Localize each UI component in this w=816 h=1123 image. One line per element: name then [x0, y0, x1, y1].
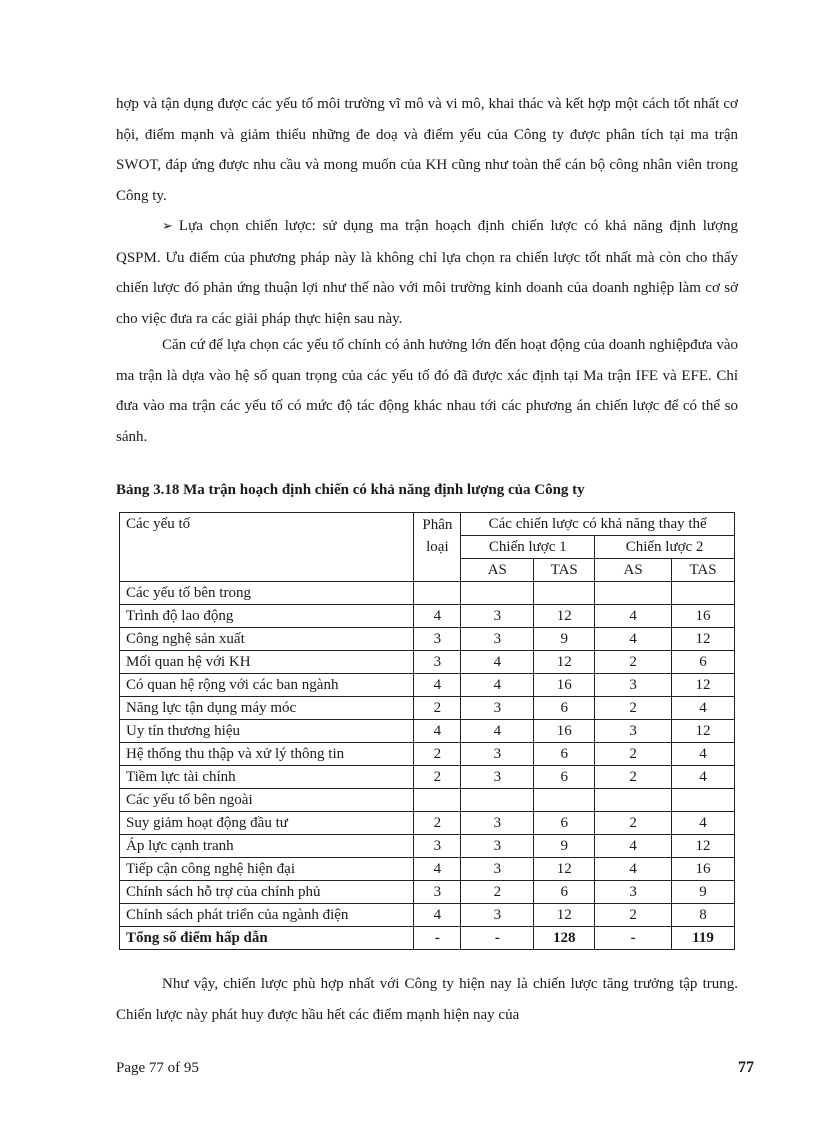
- table-row: [120, 766, 735, 789]
- tas2-value: 16: [672, 605, 735, 628]
- factor-name: Tổng số điểm hấp dẫn: [120, 927, 414, 950]
- as1-value: 3: [461, 904, 534, 927]
- header-factors: Các yếu tố: [120, 513, 414, 582]
- factor-name: Uy tín thương hiệu: [120, 720, 414, 743]
- as1-value: 4: [461, 651, 534, 674]
- as2-value: 2: [595, 651, 672, 674]
- footer-page-number: 77: [738, 1059, 754, 1076]
- tas2-value: 4: [672, 743, 735, 766]
- as2-value: 3: [595, 720, 672, 743]
- as1-value: 3: [461, 858, 534, 881]
- as2-value: 4: [595, 605, 672, 628]
- as2-value: 2: [595, 812, 672, 835]
- as1-value: 2: [461, 881, 534, 904]
- section-row-external: [120, 789, 735, 812]
- tas1-value: 9: [534, 835, 595, 858]
- classification-value: 2: [414, 766, 461, 789]
- classification-value: 2: [414, 812, 461, 835]
- paragraph-strategy-selection-text: Lựa chọn chiến lược: sử dụng ma trận hoạch định chiến lược có khả năng định lượng QSPM. Ưu điểm của phương pháp này là không chỉ lựa chọn ra chiến lược tốt nhất mà còn cho thấy chiến lược đó phản ứng thuận lợi như thế nào với môi trường kinh doanh của doanh nghiệp làm cơ sở cho việc đưa ra các giải pháp thực hiện sau này.: [116, 218, 738, 327]
- table-row: [120, 835, 735, 858]
- classification-value: 2: [414, 743, 461, 766]
- as1-value: 3: [461, 812, 534, 835]
- tas2-value: 4: [672, 766, 735, 789]
- classification-value: 3: [414, 628, 461, 651]
- table-header-row: [120, 513, 735, 536]
- factor-name: Chính sách phát triển của ngành điện: [120, 904, 414, 927]
- as2-value: 4: [595, 835, 672, 858]
- tas2-value: 16: [672, 858, 735, 881]
- section-label: Các yếu tố bên trong: [120, 582, 414, 605]
- as2-value: 3: [595, 674, 672, 697]
- tas1-value: 16: [534, 720, 595, 743]
- tas1-value: 6: [534, 766, 595, 789]
- tas2-value: 8: [672, 904, 735, 927]
- factor-name: Chính sách hỗ trợ của chính phủ: [120, 881, 414, 904]
- as2-value: 3: [595, 881, 672, 904]
- as2-value: 2: [595, 766, 672, 789]
- section-label: Các yếu tố bên ngoài: [120, 789, 414, 812]
- paragraph-swot-intro: hợp và tận dụng được các yếu tố môi trường vĩ mô và vi mô, khai thác và kết hợp một cách tốt nhất cơ hội, điểm mạnh và giảm thiểu những đe doạ và điểm yếu của Công ty được phân tích tại ma trận SWOT, đáp ứng được nhu cầu và mong muốn của KH cũng như toàn thể cán bộ công nhân viên trong Công ty.: [116, 96, 738, 204]
- factor-name: Trình độ lao động: [120, 605, 414, 628]
- classification-value: 4: [414, 720, 461, 743]
- factor-name: Hệ thống thu thập và xử lý thông tin: [120, 743, 414, 766]
- header-strategy-1: Chiến lược 1: [461, 536, 595, 559]
- header-as-1: AS: [461, 559, 534, 582]
- header-strategies: Các chiến lược có khả năng thay thế: [461, 513, 735, 536]
- tas2-value: 4: [672, 812, 735, 835]
- as1-value: 3: [461, 605, 534, 628]
- classification-value: -: [414, 927, 461, 950]
- factor-name: Có quan hệ rộng với các ban ngành: [120, 674, 414, 697]
- classification-value: 3: [414, 651, 461, 674]
- as1-value: 3: [461, 697, 534, 720]
- paragraph-conclusion: Như vậy, chiến lược phù hợp nhất với Công ty hiện nay là chiến lược tăng trưởng tập trung. Chiến lược này phát huy được hầu hết các điểm mạnh hiện nay của: [116, 976, 738, 1023]
- factor-name: Công nghệ sản xuất: [120, 628, 414, 651]
- tas1-value: 12: [534, 605, 595, 628]
- factor-name: Tiếp cận công nghệ hiện đại: [120, 858, 414, 881]
- as1-value: 4: [461, 674, 534, 697]
- tas1-value: 6: [534, 812, 595, 835]
- factor-name: Suy giảm hoạt động đầu tư: [120, 812, 414, 835]
- table-row: [120, 605, 735, 628]
- tas2-value: 12: [672, 720, 735, 743]
- as1-value: 3: [461, 628, 534, 651]
- tas1-value: 128: [534, 927, 595, 950]
- tas2-value: 119: [672, 927, 735, 950]
- header-classification: Phân loại: [414, 513, 461, 582]
- tas1-value: 12: [534, 904, 595, 927]
- table-row: [120, 720, 735, 743]
- tas2-value: 12: [672, 835, 735, 858]
- as1-value: 3: [461, 743, 534, 766]
- factor-name: Năng lực tận dụng máy móc: [120, 697, 414, 720]
- as1-value: 3: [461, 835, 534, 858]
- header-tas-2: TAS: [672, 559, 735, 582]
- as1-value: 4: [461, 720, 534, 743]
- as2-value: 2: [595, 743, 672, 766]
- factor-name: Áp lực cạnh tranh: [120, 835, 414, 858]
- tas1-value: 12: [534, 651, 595, 674]
- table-row: [120, 858, 735, 881]
- header-tas-1: TAS: [534, 559, 595, 582]
- as2-value: -: [595, 927, 672, 950]
- tas1-value: 6: [534, 743, 595, 766]
- classification-value: 4: [414, 904, 461, 927]
- tas2-value: 12: [672, 628, 735, 651]
- as1-value: -: [461, 927, 534, 950]
- tas2-value: 6: [672, 651, 735, 674]
- classification-value: 3: [414, 835, 461, 858]
- as1-value: 3: [461, 766, 534, 789]
- classification-value: 4: [414, 605, 461, 628]
- qspm-table: [119, 512, 735, 950]
- total-row: [120, 927, 735, 950]
- classification-value: 4: [414, 858, 461, 881]
- tas1-value: 6: [534, 881, 595, 904]
- tas2-value: 9: [672, 881, 735, 904]
- paragraph-factor-basis: Căn cứ để lựa chọn các yếu tố chính có ảnh hưởng lớn đến hoạt động của doanh nghiệpđưa vào ma trận là dựa vào hệ số quan trọng của các yếu tố đó đã được xác định tại Ma trận IFE và EFE. Chỉ đưa vào ma trận các yếu tố có mức độ tác động khác nhau tới các phương án chiến lược để có thể so sánh.: [116, 337, 738, 445]
- tas1-value: 9: [534, 628, 595, 651]
- arrow-bullet-icon: ➢: [162, 219, 173, 234]
- classification-value: 2: [414, 697, 461, 720]
- header-strategy-2: Chiến lược 2: [595, 536, 735, 559]
- table-row: [120, 812, 735, 835]
- factor-name: Tiềm lực tài chính: [120, 766, 414, 789]
- tas1-value: 6: [534, 697, 595, 720]
- factor-name: Mối quan hệ với KH: [120, 651, 414, 674]
- table-row: [120, 697, 735, 720]
- classification-value: 4: [414, 674, 461, 697]
- classification-value: 3: [414, 881, 461, 904]
- footer-page-label: Page 77 of 95: [116, 1060, 199, 1076]
- as2-value: 4: [595, 858, 672, 881]
- section-row-internal: [120, 582, 735, 605]
- table-row: [120, 881, 735, 904]
- tas1-value: 12: [534, 858, 595, 881]
- as2-value: 2: [595, 904, 672, 927]
- table-row: [120, 628, 735, 651]
- paragraph-strategy-selection: [116, 211, 738, 334]
- header-as-2: AS: [595, 559, 672, 582]
- table-row: [120, 743, 735, 766]
- as2-value: 4: [595, 628, 672, 651]
- table-caption: Bảng 3.18 Ma trận hoạch định chiến có khả năng định lượng của Công ty: [116, 482, 585, 498]
- tas1-value: 16: [534, 674, 595, 697]
- table-row: [120, 904, 735, 927]
- tas2-value: 12: [672, 674, 735, 697]
- tas2-value: 4: [672, 697, 735, 720]
- as2-value: 2: [595, 697, 672, 720]
- table-row: [120, 651, 735, 674]
- table-row: [120, 674, 735, 697]
